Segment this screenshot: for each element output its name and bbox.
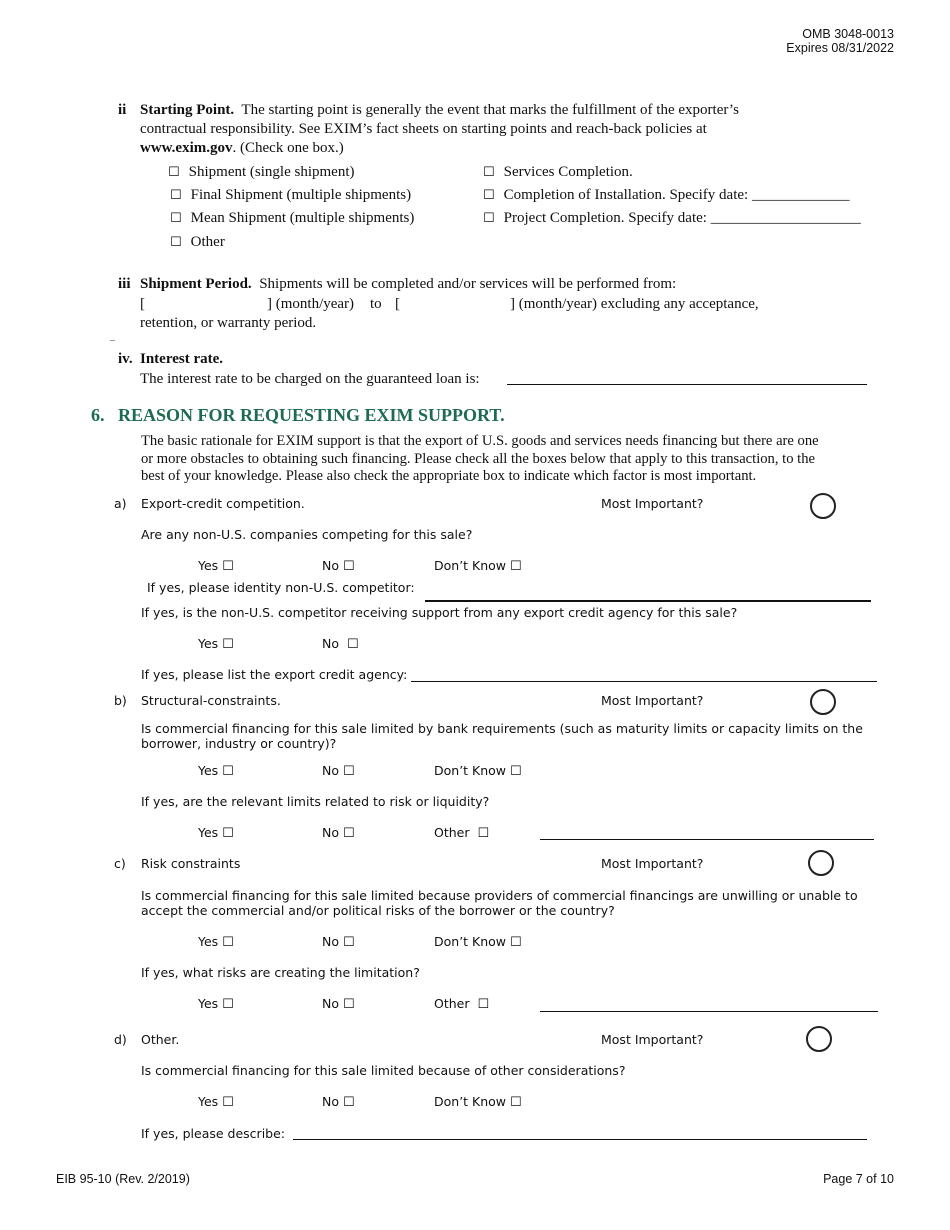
item-a-competitor-label: If yes, please identity non-U.S. competitor:: [147, 580, 415, 595]
intro-line-3: best of your knowledge. Please also check the appropriate box to indicate which factor is most important.: [141, 468, 757, 484]
section-ii-number: ii: [118, 102, 127, 118]
most-important-label-d: Most Important?: [601, 1032, 704, 1047]
item-b-question-2: If yes, are the relevant limits related to risk or liquidity?: [141, 794, 490, 809]
end-date-input[interactable]: [406, 295, 506, 314]
section-iii-number: iii: [118, 276, 131, 292]
checkbox[interactable]: ☐: [483, 165, 495, 180]
option-label: Services Completion.: [503, 164, 633, 180]
b-q1-yes[interactable]: [198, 763, 234, 780]
no-label: No: [322, 1094, 339, 1109]
section-iii-text2: retention, or warranty period.: [140, 315, 317, 331]
dontknow-label: Don’t Know: [434, 934, 507, 949]
c-q1-yes[interactable]: [198, 934, 234, 951]
checkbox[interactable]: ☐: [483, 211, 495, 226]
item-c-label: c): [114, 856, 126, 871]
section-6-title: REASON FOR REQUESTING EXIM SUPPORT.: [118, 405, 505, 425]
checkbox[interactable]: ☐: [510, 559, 522, 574]
yes-label: Yes: [198, 558, 219, 573]
checkbox[interactable]: ☐: [346, 637, 359, 652]
yes-label: Yes: [198, 1094, 219, 1109]
b-q1-dontknow[interactable]: [434, 763, 522, 780]
yes-label: Yes: [198, 934, 219, 949]
b-q2-no[interactable]: [322, 825, 355, 842]
most-important-label-a: Most Important?: [601, 496, 704, 511]
checkbox[interactable]: ☐: [477, 826, 490, 841]
c-q2-no[interactable]: [322, 996, 355, 1013]
most-important-radio-b[interactable]: [810, 689, 836, 715]
option-services-completion[interactable]: [483, 163, 633, 182]
item-d-title: Other.: [141, 1032, 180, 1047]
section-ii-line3: [140, 139, 344, 158]
section-iv-title: Interest rate.: [140, 351, 224, 367]
other-label: Other: [434, 996, 470, 1011]
checkbox[interactable]: ☐: [483, 188, 495, 203]
item-d-question-2: If yes, please describe:: [141, 1126, 286, 1141]
c-q1-no[interactable]: [322, 934, 355, 951]
item-c-question-1a: Is commercial financing for this sale limited because providers of commercial financings are unwilling or unable to: [141, 888, 858, 903]
section-6-intro: [141, 433, 881, 486]
no-label: No: [322, 996, 339, 1011]
checkbox[interactable]: ☐: [222, 1095, 234, 1110]
section-6-number: 6.: [91, 405, 105, 425]
item-c-question-1b: accept the commercial and/or political risks of the borrower or the country?: [141, 903, 615, 918]
option-shipment-single[interactable]: [168, 163, 354, 182]
section-ii-line1: [140, 101, 739, 120]
d-q1-no[interactable]: [322, 1094, 355, 1111]
start-date-input[interactable]: [152, 295, 262, 314]
a-q1-no[interactable]: [322, 558, 355, 575]
intro-line-1: The basic rationale for EXIM support is that the export of U.S. goods and services needs financing but there are one: [141, 433, 819, 449]
checkbox[interactable]: ☐: [342, 764, 355, 779]
a-q1-dontknow[interactable]: [434, 558, 522, 575]
checkbox[interactable]: ☐: [510, 935, 522, 950]
checkbox[interactable]: ☐: [170, 188, 182, 203]
d-describe-input[interactable]: [293, 1139, 867, 1140]
b-other-input[interactable]: [540, 839, 874, 840]
c-other-input[interactable]: [540, 1011, 878, 1012]
checkbox[interactable]: ☐: [342, 935, 355, 950]
option-installation-completion[interactable]: [483, 186, 849, 205]
exim-link[interactable]: www.exim.gov: [140, 140, 233, 156]
section-iv-text: The interest rate to be charged on the guaranteed loan is:: [140, 371, 480, 387]
most-important-radio-d[interactable]: [806, 1026, 832, 1052]
checkbox[interactable]: ☐: [342, 559, 355, 574]
checkbox[interactable]: ☐: [222, 826, 234, 841]
checkbox[interactable]: ☐: [342, 997, 355, 1012]
no-label: No: [322, 763, 339, 778]
a-q2-yes[interactable]: [198, 636, 234, 653]
yes-label: Yes: [198, 996, 219, 1011]
to-label: to: [370, 296, 382, 312]
start-month-year: ] (month/year): [267, 296, 355, 312]
dontknow-label: Don’t Know: [434, 558, 507, 573]
section-ii-text2: contractual responsibility. See EXIM’s fact sheets on starting points and reach-back policies at: [140, 121, 707, 137]
checkbox[interactable]: ☐: [168, 165, 180, 180]
no-label: No: [322, 636, 339, 651]
item-a-question-1: Are any non-U.S. companies competing for this sale?: [141, 527, 473, 542]
checkbox[interactable]: ☐: [342, 1095, 355, 1110]
divider-mark: [110, 340, 115, 341]
checkbox[interactable]: ☐: [222, 764, 234, 779]
b-q2-other[interactable]: [434, 825, 489, 842]
a-q2-no[interactable]: [322, 636, 359, 653]
checkbox[interactable]: ☐: [222, 559, 234, 574]
c-q2-yes[interactable]: [198, 996, 234, 1013]
dontknow-label: Don’t Know: [434, 763, 507, 778]
item-b-question-1b: borrower, industry or country)?: [141, 736, 337, 751]
checkbox[interactable]: ☐: [170, 211, 182, 226]
export-credit-agency-input[interactable]: [411, 681, 877, 682]
option-label: Completion of Installation. Specify date: _____________: [503, 187, 850, 203]
form-number: EIB 95-10 (Rev. 2/2019): [56, 1172, 190, 1186]
checkbox[interactable]: ☐: [222, 997, 234, 1012]
omb-number: OMB 3048-0013: [802, 27, 894, 41]
option-label: Final Shipment (multiple shipments): [190, 187, 412, 203]
yes-label: Yes: [198, 636, 219, 651]
option-label: Shipment (single shipment): [188, 164, 355, 180]
c-q1-dontknow[interactable]: [434, 934, 522, 951]
item-a-title: Export-credit competition.: [141, 496, 305, 511]
no-label: No: [322, 934, 339, 949]
yes-label: Yes: [198, 825, 219, 840]
section-iii-title: Shipment Period.: [140, 276, 252, 292]
no-label: No: [322, 558, 339, 573]
option-label: Project Completion. Specify date: ____________________: [503, 210, 861, 226]
dontknow-label: Don’t Know: [434, 1094, 507, 1109]
competitor-input[interactable]: [425, 600, 871, 602]
section-ii-text3: . (Check one box.): [232, 140, 344, 156]
checkbox[interactable]: ☐: [222, 935, 234, 950]
option-mean-shipment[interactable]: [170, 209, 414, 228]
b-q2-yes[interactable]: [198, 825, 234, 842]
section-ii-title: Starting Point.: [140, 102, 235, 118]
a-q1-yes[interactable]: [198, 558, 234, 575]
section-ii-text1: The starting point is generally the event that marks the fulfillment of the exporter’s: [241, 102, 739, 118]
most-important-radio-a[interactable]: [810, 493, 836, 519]
checkbox[interactable]: ☐: [510, 1095, 522, 1110]
item-c-question-2: If yes, what risks are creating the limitation?: [141, 965, 420, 980]
b-q1-no[interactable]: [322, 763, 355, 780]
item-a-question-3: If yes, please list the export credit agency:: [141, 667, 408, 682]
yes-label: Yes: [198, 763, 219, 778]
no-label: No: [322, 825, 339, 840]
section-iii-line1: [140, 275, 676, 294]
option-other[interactable]: [170, 233, 225, 252]
checkbox[interactable]: ☐: [222, 637, 234, 652]
checkbox[interactable]: ☐: [342, 826, 355, 841]
item-b-question-1a: Is commercial financing for this sale limited by bank requirements (such as maturity limits or capacity limits on the: [141, 721, 863, 736]
item-b-label: b): [114, 693, 127, 708]
expiration-date: Expires 08/31/2022: [786, 41, 894, 55]
item-d-question-1: Is commercial financing for this sale limited because of other considerations?: [141, 1063, 626, 1078]
start-bracket: [: [140, 296, 145, 312]
most-important-label-b: Most Important?: [601, 693, 704, 708]
option-final-shipment[interactable]: [170, 186, 411, 205]
d-q1-yes[interactable]: [198, 1094, 234, 1111]
checkbox[interactable]: ☐: [510, 764, 522, 779]
intro-line-2: or more obstacles to obtaining such financing. Please check all the boxes below that apply to this transaction, to the: [141, 450, 815, 467]
option-project-completion[interactable]: [483, 209, 861, 228]
option-label: Mean Shipment (multiple shipments): [190, 210, 415, 226]
d-q1-dontknow[interactable]: [434, 1094, 522, 1111]
item-b-title: Structural-constraints.: [141, 693, 281, 708]
item-a-label: a): [114, 496, 127, 511]
item-c-title: Risk constraints: [141, 856, 241, 871]
section-iii-text: Shipments will be completed and/or services will be performed from:: [259, 276, 677, 292]
c-q2-other[interactable]: [434, 996, 489, 1013]
most-important-label-c: Most Important?: [601, 856, 704, 871]
page-number: Page 7 of 10: [823, 1172, 894, 1186]
checkbox[interactable]: ☐: [170, 235, 182, 250]
interest-rate-input[interactable]: [507, 384, 867, 385]
section-iv-number: iv.: [118, 351, 133, 367]
option-label: Other: [190, 234, 225, 250]
item-d-label: d): [114, 1032, 127, 1047]
checkbox[interactable]: ☐: [477, 997, 490, 1012]
end-bracket: [: [395, 296, 400, 312]
item-a-question-2: If yes, is the non-U.S. competitor receiving support from any export credit agency for this sale?: [141, 605, 738, 620]
end-month-year: ] (month/year) excluding any acceptance,: [510, 296, 759, 312]
most-important-radio-c[interactable]: [808, 850, 834, 876]
other-label: Other: [434, 825, 470, 840]
